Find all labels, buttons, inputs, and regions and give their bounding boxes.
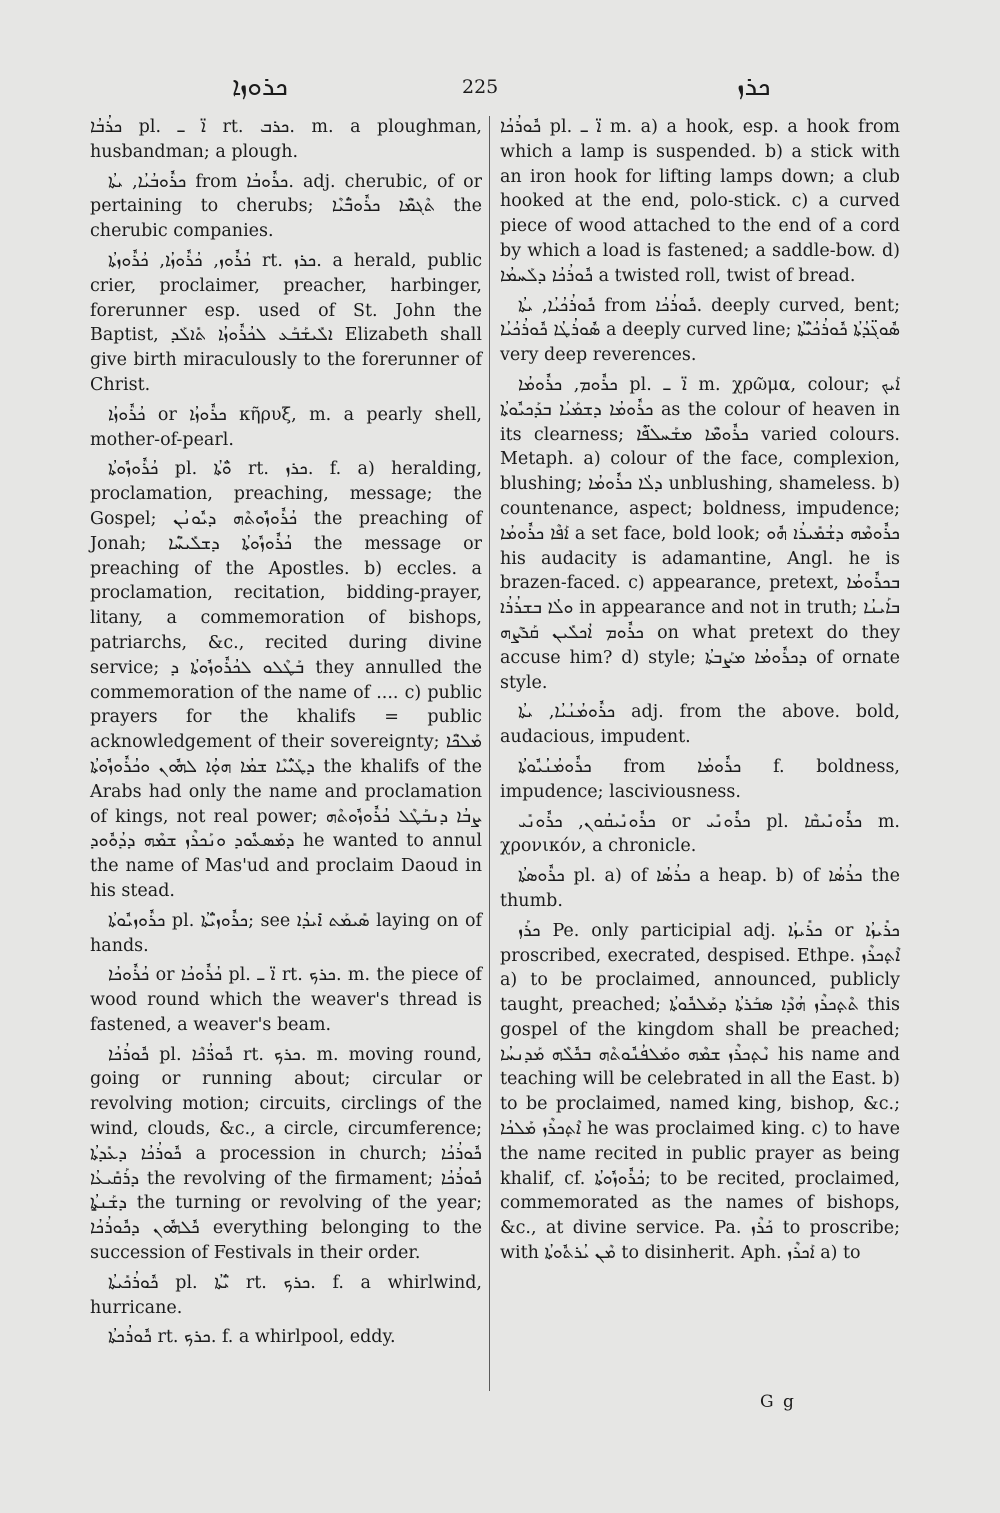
dictionary-entry: ܟܪܽܘܡܳܢܳܝܽܘܬܳܐ from ܟܪܽܘܡܳܐ f. boldness, impudence; lasciviousness. [500,756,900,802]
running-head-left: ܟܪܘܙܐ [232,72,288,102]
left-column [90,115,482,1355]
dictionary-entry: ܟܳܪܽܘܙ, ܟܳܪܽܘܙܳܐ, ܟܳܪܽܘܙܬܳܐ rt. ܟܪܙ. a herald, public crier, proclaimer, preacher, harbinger, forerunner esp. used of St. John the Baptist, ܐܠܺܝܫܰܒܰܥ ܠܟܳܪܽܘܙܳܐ ܬܺܐܠܰܕ Elizabeth shall give birth miraculously to the forerunner of Christ. [90,250,482,395]
dictionary-entry: ܟܪܽܘܡܳܢܳܝܳܐ, ܝܬܳܐ adj. from the above. bold, audacious, impudent. [500,702,900,748]
dictionary-entry: ܟܽܘܪܳܟܺܝܬܳܐ pl. ܝ̈ܳܬܳܐ rt. ܟܪܟ. f. a whirlwind, hurricane. [90,1272,482,1318]
dictionary-entry: ܟܳܪܽܘܙܳܐ or ܟܪܽܘܙܳܐ κῆρυξ, m. a pearly shell, mother-of-pearl. [90,404,482,450]
signature-mark: G g [760,1392,796,1412]
dictionary-entry: ܟܳܪܽܘܟܳܐ or ܟܳܪܽܘܟܳܐ pl. ܐ̈ ـ rt. ܟܪܟ. m. the piece of wood round which the weaver's thread is fastened, a weaver's beam. [90,965,483,1035]
page-number: 225 [462,76,499,98]
running-head-right: ܟܪܙ [737,72,771,102]
dictionary-entry: ܟܳܪܽܘܙܽܘܬܳܐ pl. ܘ̈ܳܬܳܐ rt. ܟܪܙ. f. a) heralding, proclamation, preaching, message; the Gospel; ܟܳܪܽܘܙܽܘܬܶܗ ܕܝܽܘܢܳܢ the preaching of Jonah; ܟܳܪܽܘܙܽܘܬܳܐ ܕܫܠܺܝܚ̈ܶܐ the message or preaching of the Apostles. b) eccles. a proclamation, recitation, bidding-prayer, litany, a commemoration of bishops, patriarchs, &c., recited during divine service; ܒܰܛܶܠܘ ܠܟܳܪܽܘܙܽܘܬܳܐ ܕ they annulled the commemoration of the name of .... c) public prayers for the khalifs = public acknowledgement of their sovereignty; ܡܰܠܟ̈ܶܐ ܕܛܰܝ̈ܳܝܶܐ ܫܡܳܐ ܗܘ̣ܳܐ ܠܗܽܘܢ ܘܟܳܪܽܘܙܽܘܬܳܐ the khalifs of the Arabs had only the name and proclamation of kings, not real power; ܨܒܳܐ ܕܢܒܰܛܶܠ ܟܳܪܽܘܙܽܘܬܶܗ ܕܡܰܣܥܽܘܕ ܘܢܰܟܪܶܙ ܫܡܶܗ ܕܕܳܘܽܘܕ he wanted to annul the name of Mas'ud and proclaim Daoud in his stead. [90,459,482,901]
dictionary-entry: ܟܪܰܙ Pe. only participial adj. ܟܪܺܝܙܳܐ or ܟܪܺܝܙܳܐ proscribed, execrated, despised. Ethpe. ܐܶܬ̣ܟܪܶܙ a) to be proclaimed, announced, publicly taught, preached; ܬܶܬ̣ܟܪܶܙ ܗܳܕܶܐ ܣܒܰܪܬܳܐ ܕܡܰܠܟܽܘܬܳܐ this gospel of the kingdom shall be preached; ܢܶܬ̣ܟܪܶܙ ܫܡܶܗ ܘܡܰܠܦܳܢܽܘܬܶܗ ܒܟܽܠܶܗ ܡܰܕܢܚܳܐ his name and teaching will be celebrated in all the East. b) to be proclaimed, named king, bishop, &c.; ܐܶܬ̣ܟܪܶܙ ܡܰܠܟܳܐ he was proclaimed king. c) to have the name recited in public prayer as being khalif, cf. ܟܳܪܽܘܙܽܘܬܳܐ; to be recited, proclaimed, commemorated as the names of bishops, &c., at divine service. Pa. ܟܰܪܶܙ to proscribe; with ܡܶܢ ܝܳܪܬܽܘܬܳܐ to disinherit. Aph. ܐܰܟܪܶܙ a) to [500,920,900,1264]
dictionary-entry: ܟܪܽܘܣܬܳܐ pl. a) of ܟܪܳܣܳܐ a heap. b) of ܟܪܳܣܳܐ the thumb. [500,866,900,911]
dictionary-entry: ܟܪܽܘܙܝܽܘܬܳܐ pl. ܟܪܽܘܙܝ̈ܳܬܳܐ; see ܣܺܝܡܰܬ ܐܺܝܕܳܐ laying on of hands. [90,910,482,956]
column-divider [489,116,490,1391]
dictionary-entry: ܟܽܘܪܳܟܳܝܳܐ, ܝܬܳܐ from ܟܽܘܪܳܟܳܐ. deeply curved, bent; ܣܽܘܪܳܛܳܐ ܟܽܘܪܳܟܳܝܳܐ a deeply curved line; ܣܽܘܓ̈ܕܳܬܳܐ ܟܽܘܪܳܟܳܝ̈ܳܬܳܐ very deep reverences. [500,295,901,366]
dictionary-entry: ܟܽܘܪܳܟܬܳܐ rt. ܟܪܟ. f. a whirlpool, eddy. [108,1327,396,1348]
right-column [500,115,900,1271]
dictionary-entry: ܟܪܽܘܡ, ܟܪܽܘܡܳܐ pl. ܐ̈ ـ m. χρῶμα, colour; ܐܰܝܟ ܟܪܽܘܡܳܐ ܕܫܡܰܝܳܐ ܒܕܰܟܝܽܘܬܳܐ as the colour of heaven in its clearness; ܟܪܽܘܡ̈ܶܐ ܡܫܰܚܠܦ̈ܶܐ varied colours. Metaph. a) colour of the face, complexion, blushing; ܕܠܳܐ ܟܪܽܘܡܳܐ unblushing, shameless. b) countenance, aspect; boldness, impudence; ܐܰܦܶܐ ܟܪܽܘܡܳܐ a set face, bold look; ܟܪܽܘܡܶܗ ܕܫܳܡܺܝܪܳܐ ܗܽܘ his audacity is adamantine, Angl. he is brazen-faced. c) appearance, pretext, ܒܟܪܽܘܡܳܐ ܘܠܳܐ ܒܫܪܳܪܳܐ in appearance and not in truth; ܒܐܰܝܢܳܐ ܟܪܽܘܡ ܐܳܟܠܺܝܢ ܩܰܪܨܶܗ on what pretext do they accuse him? d) style; ܕܟܪܽܘܡܳܐ ܡܨܰܒܬܳܐ of ornate style. [500,374,900,693]
dictionary-entry: ܟܽܘܪܳܟܳܐ pl. ܐ̈ ـ m. a) a hook, esp. a hook from which a lamp is suspended. b) a stick with an iron hook for lifting lamps down; a club hooked at the end, polo-stick. c) a curved piece of wood attached to the end of a cord by which a load is fastened; a saddle-bow. d) ܟܽܘܪܳܟܳܐ ܕܠܰܚܡܳܐ a twisted roll, twist of bread. [500,117,900,286]
dictionary-entry: ܟܪܳܒܳܐ pl. ܐ̈ ـ rt. ܟܪܒ. m. a ploughman, husbandman; a plough. [90,117,482,162]
dictionary-entry: ܟܪܽܘܒܳܝܳܐ, ܝܬܳܐ from ܟܪܽܘܒܳܐ. adj. cherubic, of or pertaining to cherubs; ܬܶܓܡ̈ܶܐ ܟܪܽܘܒ̈ܳܝܶܐ the cherubic companies. [90,171,483,242]
dictionary-entry: ܟܪܽܘܢܺܝܩܳܘܢ, ܟܪܽܘܢܺܝ or ܟܪܽܘܢܺܝ pl. ܟܪܽܘܢܺܝܩܶܐ m. χρονικόν, a chronicle. [500,811,900,857]
dictionary-entry: ܟܽܘܪܳܟܳܐ pl. ܟܽܘܪ̈ܳܟܶܐ rt. ܟܪܟ. m. moving round, going or running about; circular or revolving motion; circuits, circlings of the wind, clouds, &c., a circle, circumference; ܟܽܘܪܳܟܳܐ ܕܥܺܕܬܳܐ a procession in church; ܟܽܘܪܳܟܳܐ ܕܪܰܩܺܝܥܳܐ the revolving of the firmament; ܟܽܘܪܳܟܳܐ ܕܫܰܢ̱ܬܳܐ the turning or revolving of the year; ܟܽܠܗܽܘܢ ܕܟܽܘܪܳܟܳܐ everything belonging to the succession of Festivals in their order. [90,1044,482,1264]
